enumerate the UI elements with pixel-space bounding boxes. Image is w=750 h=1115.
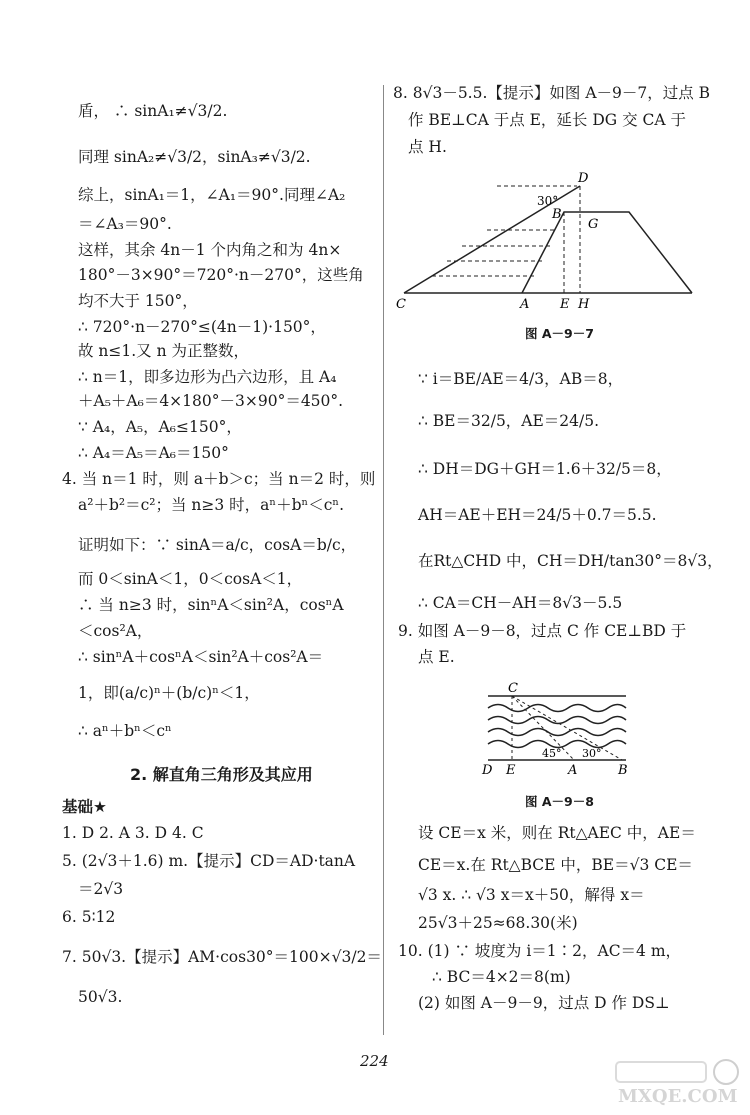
figure-caption: 图 A－9－8: [525, 794, 594, 809]
label-C: C: [396, 297, 406, 312]
text-line: 5. (2√3＋1.6) m.【提示】CD＝AD·tanA: [62, 852, 356, 870]
text-line: 在Rt△CHD 中，CH＝DH/tan30°＝8√3，: [418, 552, 723, 570]
text-line: ∴ sinⁿA＋cosⁿA＜sin²A＋cos²A＝: [78, 648, 324, 666]
figure-a-9-8: [478, 680, 638, 778]
section-title: 2. 解直角三角形及其应用: [130, 765, 313, 784]
text-line: 1. D 2. A 3. D 4. C: [62, 824, 204, 842]
text-line: √3 x. ∴ √3 x＝x＋50，解得 x＝: [418, 886, 645, 904]
text-line: 8. 8√3－5.5.【提示】如图 A－9－7，过点 B: [393, 84, 711, 102]
text-line: AH＝AE＋EH＝24/5＋0.7＝5.5.: [418, 506, 657, 524]
text-line: ∴ 720°·n－270°≤(4n－1)·150°，: [78, 318, 326, 336]
label-G: G: [588, 217, 599, 232]
text-line: 设 CE＝x 米，则在 Rt△AEC 中，AE＝: [418, 824, 696, 842]
text-line: ＝∠A₃＝90°.: [78, 215, 172, 233]
text-line: 点 H.: [408, 138, 447, 156]
label-B: B: [552, 207, 562, 222]
text-line: ∴ BE＝32/5，AE＝24/5.: [418, 412, 600, 430]
column-divider: [383, 85, 384, 1035]
page-number: 224: [360, 1052, 389, 1070]
label-D: D: [578, 171, 589, 186]
watermark-text: MXQE.COM: [618, 1086, 738, 1106]
label-angle-45: 45°: [542, 747, 562, 760]
text-line: 180°－3×90°＝720°·n－270°，这些角: [78, 266, 364, 284]
label-angle-30: 30°: [537, 194, 559, 208]
label-angle-30: 30°: [582, 747, 602, 760]
text-line: ∴ BC＝4×2＝8(m): [432, 968, 571, 986]
text-line: 点 E.: [418, 648, 455, 666]
text-line: ∴ 当 n≥3 时，sinⁿA＜sin²A，cosⁿA: [78, 596, 344, 614]
watermark-logo: [612, 1058, 740, 1106]
label-E: E: [506, 763, 516, 778]
figure-a-9-7: [392, 168, 724, 314]
text-line: 10. (1) ∵ 坡度为 i＝1∶2，AC＝4 m，: [398, 942, 682, 960]
text-line: 基础★: [62, 798, 107, 816]
text-line: 25√3＋25≈68.30(米): [418, 914, 578, 932]
text-line: 证明如下：∵ sinA＝a/c，cosA＝b/c，: [78, 536, 357, 554]
text-line: ＋A₅＋A₆＝4×180°－3×90°＝450°.: [78, 392, 344, 410]
text-line: 4. 当 n＝1 时，则 a＋b＞c；当 n＝2 时，则: [62, 470, 376, 488]
text-line: ∴ A₄＝A₅＝A₆＝150°: [78, 444, 229, 462]
text-line: a²＋b²＝c²；当 n≥3 时，aⁿ＋bⁿ＜cⁿ.: [78, 496, 345, 514]
label-H: H: [578, 297, 590, 312]
text-line: ∴ n＝1，即多边形为凸六边形，且 A₄: [78, 368, 337, 386]
text-line: 盾， ∴ sinA₁≠√3/2.: [78, 102, 228, 120]
figure-caption: 图 A－9－7: [525, 326, 594, 341]
text-line: ∵ i＝BE/AE＝4/3，AB＝8，: [418, 370, 624, 388]
label-E: E: [560, 297, 570, 312]
text-line: 均不大于 150°，: [78, 292, 198, 310]
text-line: ＝2√3: [78, 880, 124, 898]
text-line: 而 0＜sinA＜1，0＜cosA＜1，: [78, 570, 303, 588]
text-line: 作 BE⊥CA 于点 E，延长 DG 交 CA 于: [408, 111, 687, 129]
text-line: ∴ aⁿ＋bⁿ＜cⁿ: [78, 722, 172, 740]
label-B: B: [618, 763, 628, 778]
label-A: A: [568, 763, 578, 778]
text-line: 这样，其余 4n－1 个内角之和为 4n×: [78, 241, 342, 259]
text-line: CE＝x.在 Rt△BCE 中，BE＝√3 CE＝: [418, 856, 693, 874]
text-line: 50√3.: [78, 988, 123, 1006]
text-line: ＜cos²A，: [78, 622, 153, 640]
text-line: 6. 5∶12: [62, 908, 116, 926]
text-line: 同理 sinA₂≠√3/2，sinA₃≠√3/2.: [78, 148, 311, 166]
text-line: ∵ A₄，A₅，A₆≤150°，: [78, 418, 242, 436]
text-line: 故 n≤1.又 n 为正整数，: [78, 342, 250, 360]
label-C: C: [508, 681, 518, 696]
text-line: ∴ CA＝CH－AH＝8√3－5.5: [418, 594, 623, 612]
text-line: 综上，sinA₁＝1，∠A₁＝90°.同理∠A₂: [78, 186, 346, 204]
text-line: (2) 如图 A－9－9，过点 D 作 DS⊥: [418, 994, 670, 1012]
text-line: 7. 50√3.【提示】AM·cos30°＝100×√3/2＝: [62, 948, 382, 966]
text-line: ∴ DH＝DG＋GH＝1.6＋32/5＝8，: [418, 460, 672, 478]
text-line: 1，即(a/c)ⁿ＋(b/c)ⁿ＜1，: [78, 684, 260, 702]
label-A: A: [520, 297, 530, 312]
label-D: D: [482, 763, 493, 778]
text-line: 9. 如图 A－9－8，过点 C 作 CE⊥BD 于: [398, 622, 687, 640]
